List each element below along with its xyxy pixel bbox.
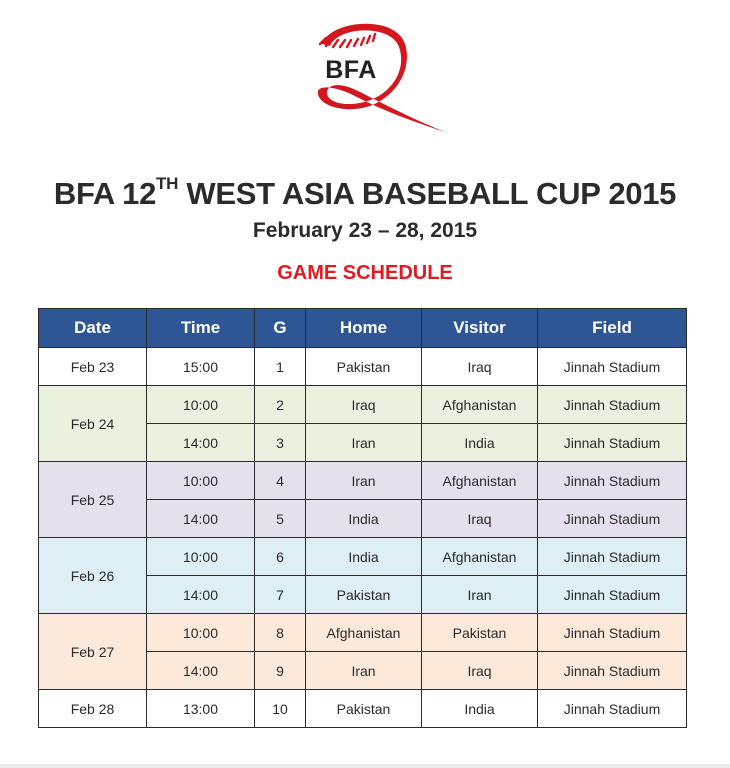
bottom-divider — [0, 764, 730, 768]
col-header-game: G — [255, 309, 306, 348]
col-header-time: Time — [147, 309, 255, 348]
field-cell: Jinnah Stadium — [538, 462, 687, 500]
home-cell: Pakistan — [306, 576, 422, 614]
table-row — [39, 386, 687, 424]
home-cell: Iraq — [306, 386, 422, 424]
time-cell: 10:00 — [147, 462, 255, 500]
table-row — [39, 462, 687, 500]
field-cell: Jinnah Stadium — [538, 614, 687, 652]
time-cell: 15:00 — [147, 348, 255, 386]
col-header-field: Field — [538, 309, 687, 348]
date-cell: Feb 28 — [39, 690, 147, 728]
visitor-cell: Iraq — [422, 348, 538, 386]
table-header-row — [39, 309, 687, 348]
date-cell: Feb 23 — [39, 348, 147, 386]
visitor-cell: Afghanistan — [422, 462, 538, 500]
visitor-cell: Afghanistan — [422, 386, 538, 424]
game-number-cell: 1 — [255, 348, 306, 386]
visitor-cell: Afghanistan — [422, 538, 538, 576]
field-cell: Jinnah Stadium — [538, 576, 687, 614]
game-number-cell: 6 — [255, 538, 306, 576]
time-cell: 14:00 — [147, 424, 255, 462]
date-cell: Feb 25 — [39, 462, 147, 538]
game-number-cell: 10 — [255, 690, 306, 728]
game-number-cell: 3 — [255, 424, 306, 462]
col-header-home: Home — [306, 309, 422, 348]
home-cell: Pakistan — [306, 690, 422, 728]
date-cell: Feb 24 — [39, 386, 147, 462]
table-row — [39, 348, 687, 386]
field-cell: Jinnah Stadium — [538, 424, 687, 462]
time-cell: 10:00 — [147, 386, 255, 424]
col-header-visitor: Visitor — [422, 309, 538, 348]
game-number-cell: 2 — [255, 386, 306, 424]
visitor-cell: Iran — [422, 576, 538, 614]
col-header-date: Date — [39, 309, 147, 348]
home-cell: Iran — [306, 424, 422, 462]
visitor-cell: India — [422, 690, 538, 728]
title-prefix: BFA 12 — [53, 176, 157, 211]
section-title: GAME SCHEDULE — [277, 262, 453, 284]
game-number-cell: 7 — [255, 576, 306, 614]
game-number-cell: 9 — [255, 652, 306, 690]
schedule-table — [38, 308, 687, 728]
home-cell: Iran — [306, 652, 422, 690]
home-cell: Afghanistan — [306, 614, 422, 652]
field-cell: Jinnah Stadium — [538, 348, 687, 386]
date-cell: Feb 26 — [39, 538, 147, 614]
field-cell: Jinnah Stadium — [538, 538, 687, 576]
home-cell: India — [306, 538, 422, 576]
game-number-cell: 8 — [255, 614, 306, 652]
game-number-cell: 5 — [255, 500, 306, 538]
game-number-cell: 4 — [255, 462, 306, 500]
field-cell: Jinnah Stadium — [538, 386, 687, 424]
date-cell: Feb 27 — [39, 614, 147, 690]
table-row — [39, 538, 687, 576]
title-suffix: WEST ASIA BASEBALL CUP 2015 — [178, 176, 677, 211]
time-cell: 10:00 — [147, 614, 255, 652]
time-cell: 13:00 — [147, 690, 255, 728]
field-cell: Jinnah Stadium — [538, 500, 687, 538]
home-cell: India — [306, 500, 422, 538]
field-cell: Jinnah Stadium — [538, 690, 687, 728]
table-row — [39, 614, 687, 652]
field-cell: Jinnah Stadium — [538, 652, 687, 690]
page-title — [0, 173, 730, 212]
title-sup: TH — [156, 173, 179, 193]
time-cell: 14:00 — [147, 576, 255, 614]
home-cell: Iran — [306, 462, 422, 500]
visitor-cell: India — [422, 424, 538, 462]
home-cell: Pakistan — [306, 348, 422, 386]
visitor-cell: Pakistan — [422, 614, 538, 652]
visitor-cell: Iraq — [422, 652, 538, 690]
time-cell: 14:00 — [147, 500, 255, 538]
logo-text: BFA — [325, 56, 377, 84]
time-cell: 14:00 — [147, 652, 255, 690]
visitor-cell: Iraq — [422, 500, 538, 538]
event-dates: February 23 – 28, 2015 — [252, 219, 478, 242]
table-row — [39, 690, 687, 728]
time-cell: 10:00 — [147, 538, 255, 576]
